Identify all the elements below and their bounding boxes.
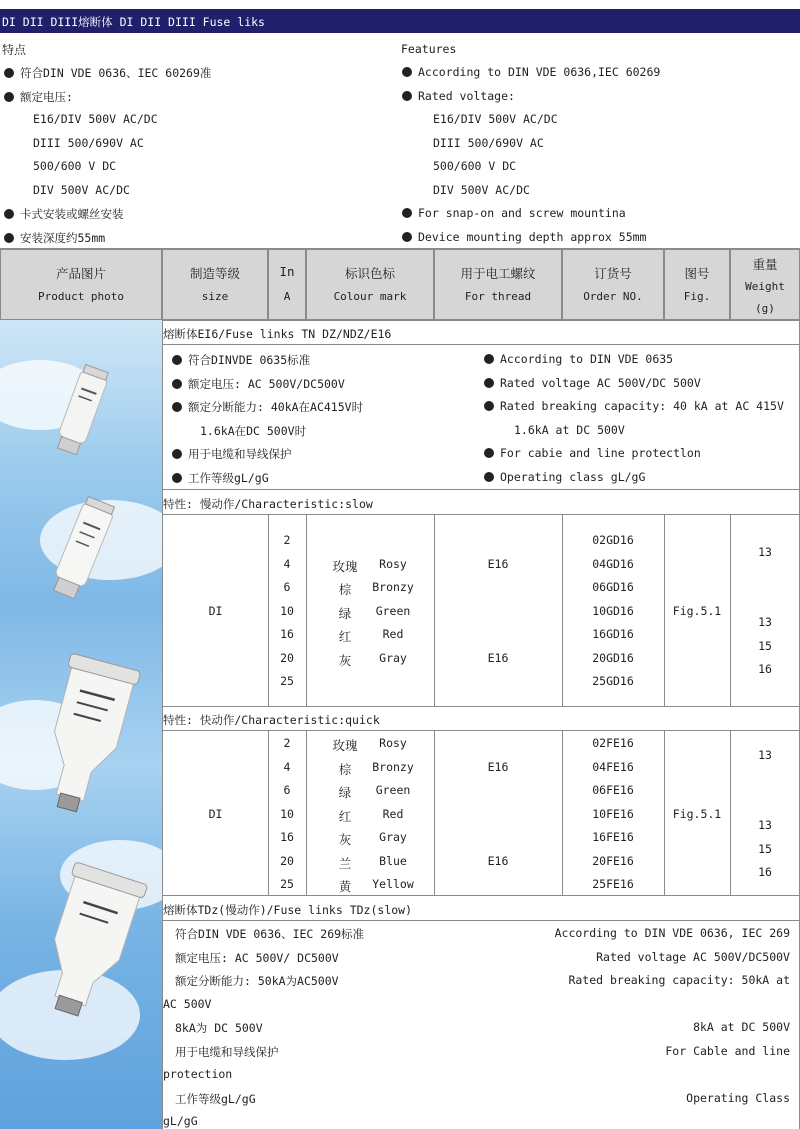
tdz-cn: 8kA为 DC 500V	[175, 1021, 263, 1035]
header-en: Colour mark	[333, 290, 407, 303]
e16-cn-item	[200, 423, 306, 439]
tdz-en: Rated breaking capacity: 50kA at	[568, 973, 790, 987]
tdz-en: Operating Class	[686, 1090, 790, 1105]
header-en: Weight	[745, 280, 785, 293]
feature-cn-item	[33, 112, 158, 126]
tdz-cn: protection	[163, 1067, 233, 1081]
header-cell	[162, 249, 268, 320]
bullet-icon	[484, 401, 494, 411]
feature-cn-item	[4, 230, 105, 246]
cell-colour-cn: 玫瑰	[332, 738, 358, 753]
cell-order: 10GD16	[592, 603, 634, 618]
e16-en-item	[484, 399, 784, 413]
e16-cn-item	[172, 376, 345, 392]
header-cell	[268, 249, 306, 320]
header-cn: 图号	[684, 266, 710, 281]
quick-size: DI	[208, 807, 223, 821]
tdz-en: Rated voltage AC 500V/DC500V	[596, 949, 790, 964]
cell-thread: E16	[487, 650, 509, 665]
bullet-icon	[402, 67, 412, 77]
tdz-cn: gL/gG	[163, 1114, 198, 1128]
tdz-en: For Cable and line	[665, 1043, 790, 1058]
cell-order: 25FE16	[592, 877, 634, 891]
title-bar	[0, 9, 800, 33]
cell-order: 25GD16	[592, 674, 634, 688]
bullet-icon	[484, 354, 494, 364]
feature-en-item-text: E16/DIV 500V AC/DC	[433, 112, 558, 126]
product-photo	[0, 320, 162, 1129]
header-en-unit: (g)	[755, 302, 775, 315]
cell-in: 4	[283, 759, 291, 774]
header-cell	[434, 249, 562, 320]
e16-en-item-text: Rated voltage AC 500V/DC 500V	[500, 375, 701, 390]
e16-en-item-text: For cabie and line protectlon	[500, 446, 701, 460]
header-en: Order NO.	[583, 290, 643, 303]
cell-weight: 13	[758, 615, 772, 629]
header-en: For thread	[464, 290, 532, 303]
cell-colour-en: Bronzy	[372, 759, 414, 774]
bullet-icon	[484, 378, 494, 388]
cell-order: 02FE16	[592, 736, 634, 750]
e16-cn-item	[172, 352, 310, 368]
cell-in: 25	[280, 877, 294, 891]
feature-cn-item	[33, 159, 116, 173]
bullet-icon	[402, 208, 412, 218]
tdz-en: 8kA at DC 500V	[693, 1020, 790, 1034]
e16-en-item	[484, 352, 673, 366]
slow-label: 特性: 慢动作/Characteristic:slow	[163, 497, 373, 511]
cell-weight: 13	[758, 818, 772, 832]
feature-en-item-text: Rated voltage:	[418, 88, 515, 103]
cell-weight: 13	[758, 545, 772, 559]
feature-cn-item-text: E16/DIV 500V AC/DC	[33, 112, 158, 126]
cell-order: 02GD16	[592, 533, 634, 547]
bullet-icon	[484, 472, 494, 482]
feature-en-item	[402, 65, 660, 79]
tdz-cn: 工作等级gL/gG	[175, 1091, 256, 1106]
feature-en-item	[402, 206, 626, 220]
cell-order: 16GD16	[592, 627, 634, 641]
e16-cn-item-text: 符合DINVDE 0635标准	[188, 353, 311, 367]
features-en-heading: Features	[401, 42, 457, 56]
slow-fig: Fig.5.1	[672, 604, 722, 618]
cell-colour-en: Red	[382, 627, 404, 641]
bullet-icon	[4, 92, 14, 102]
feature-en-item	[433, 112, 558, 126]
header-en: A	[283, 290, 291, 303]
cell-colour-en: Gray	[379, 650, 407, 665]
e16-cn-item	[172, 470, 269, 486]
cell-colour-en: Green	[375, 783, 411, 797]
feature-en-item	[433, 183, 530, 197]
tdz-title: 熔断体TDz(慢动作)/Fuse links TDz(slow)	[163, 903, 413, 917]
tdz-en: According to DIN VDE 0636, IEC 269	[554, 926, 790, 940]
e16-en-item-text: 1.6kA at DC 500V	[514, 422, 625, 437]
feature-cn-item	[4, 89, 73, 105]
header-cn: 标识色标	[344, 266, 395, 281]
cell-colour-cn: 灰	[338, 832, 352, 847]
cell-order: 16FE16	[592, 830, 634, 844]
feature-cn-item-text: DIII 500/690V AC	[33, 135, 144, 150]
cell-in: 2	[283, 533, 291, 547]
cell-colour-en: Gray	[379, 830, 407, 844]
cell-colour-en: Rosy	[379, 556, 407, 571]
cell-order: 06GD16	[592, 580, 634, 594]
e16-cn-item-text: 用于电缆和导线保护	[188, 447, 292, 461]
bullet-icon	[4, 209, 14, 219]
feature-en-item-text: 500/600 V DC	[433, 159, 517, 173]
feature-cn-item-text: DIV 500V AC/DC	[33, 182, 130, 197]
feature-cn-item	[4, 65, 211, 81]
cell-thread: E16	[487, 853, 509, 868]
e16-cn-item	[172, 399, 363, 415]
tdz-cn: 符合DIN VDE 0636、IEC 269标准	[175, 927, 365, 941]
cell-order: 04FE16	[592, 759, 634, 774]
cell-colour-en: Red	[382, 806, 404, 821]
cell-colour-cn: 绿	[338, 785, 352, 800]
bullet-icon	[172, 355, 182, 365]
cell-in: 2	[283, 736, 291, 750]
header-cn: 订货号	[594, 266, 632, 281]
cell-in: 6	[283, 580, 291, 594]
cell-colour-en: Yellow	[372, 877, 414, 891]
feature-cn-item-text: 安装深度约55mm	[20, 230, 106, 245]
e16-title: 熔断体EI6/Fuse links TN DZ/NDZ/E16	[163, 327, 392, 341]
cell-order: 06FE16	[592, 783, 634, 797]
cell-order: 20FE16	[592, 853, 634, 868]
fuse-image-2	[49, 496, 116, 601]
feature-cn-item-text: 额定电压:	[20, 89, 73, 104]
header-cell	[0, 249, 162, 320]
feature-cn-item-text: 符合DIN VDE 0636、IEC 60269准	[20, 66, 212, 80]
cell-colour-cn: 红	[338, 629, 352, 644]
features-cn-heading: 特点	[2, 43, 27, 57]
bullet-icon	[172, 402, 182, 412]
cell-in: 16	[280, 627, 294, 641]
feature-en-item	[402, 230, 646, 244]
cell-in: 4	[283, 556, 291, 571]
feature-en-item-text: According to DIN VDE 0636,IEC 60269	[418, 65, 661, 79]
e16-cn-item	[172, 446, 292, 462]
header-cell	[306, 249, 434, 320]
page-title: DI DII DIII熔断体 DI DII DIII Fuse liks	[2, 15, 265, 29]
cell-colour-cn: 棕	[338, 582, 352, 597]
header-cn: 产品图片	[55, 266, 106, 281]
cell-weight: 16	[758, 865, 772, 879]
cell-colour-cn: 灰	[338, 652, 352, 668]
header-en: Fig.	[683, 290, 711, 303]
e16-en-item-text: Operating class gL/gG	[500, 469, 646, 484]
bullet-icon	[4, 233, 14, 243]
bullet-icon	[172, 379, 182, 389]
cell-colour-en: Blue	[379, 853, 407, 868]
cell-in: 20	[280, 853, 294, 868]
e16-en-item-text: According to DIN VDE 0635	[500, 352, 674, 366]
feature-en-item-text: Device mounting depth approx 55mm	[418, 229, 647, 244]
cell-in: 20	[280, 650, 294, 665]
bullet-icon	[172, 449, 182, 459]
cell-colour-cn: 棕	[338, 761, 352, 777]
feature-en-item-text: DIV 500V AC/DC	[433, 182, 530, 197]
feature-en-item-text: For snap-on and screw mountina	[418, 206, 626, 220]
quick-label: 特性: 快动作/Characteristic:quick	[163, 713, 380, 727]
header-cell	[730, 249, 800, 320]
feature-cn-item	[33, 136, 144, 150]
cell-in: 16	[280, 830, 294, 844]
e16-cn-item-text: 1.6kA在DC 500V时	[200, 423, 307, 438]
slow-size: DI	[208, 604, 223, 618]
e16-en-item-text: Rated breaking capacity: 40 kA at AC 415V	[500, 399, 784, 413]
header-en: size	[201, 290, 229, 303]
e16-cn-item-text: 工作等级gL/gG	[188, 470, 269, 485]
header-cell	[562, 249, 664, 320]
header-en: Product photo	[37, 290, 125, 303]
cell-colour-cn: 玫瑰	[332, 558, 358, 574]
e16-en-item	[484, 376, 701, 390]
e16-en-item	[484, 446, 701, 460]
feature-en-item	[402, 89, 515, 103]
cell-colour-cn: 红	[338, 808, 352, 824]
cell-colour-en: Rosy	[379, 736, 407, 750]
feature-cn-item	[4, 206, 124, 222]
tdz-cn: AC 500V	[163, 996, 212, 1011]
bullet-icon	[402, 91, 412, 101]
feature-cn-item-text: 卡式安装或螺丝安装	[20, 207, 124, 221]
e16-cn-item-text: 额定电压: AC 500V/DC500V	[188, 376, 345, 391]
header-cn: 重量	[752, 257, 778, 272]
feature-cn-item-text: 500/600 V DC	[33, 159, 117, 173]
cell-colour-en: Bronzy	[372, 580, 414, 594]
e16-en-item	[484, 470, 645, 484]
tdz-cn: 用于电缆和导线保护	[175, 1044, 279, 1059]
quick-fig: Fig.5.1	[672, 807, 722, 821]
cell-weight: 16	[758, 662, 772, 676]
fuse-image-4	[30, 862, 147, 1024]
bullet-icon	[4, 68, 14, 78]
e16-cn-item-text: 额定分断能力: 40kA在AC415V时	[188, 400, 364, 414]
fuse-image-3	[32, 653, 141, 818]
cell-in: 25	[280, 674, 294, 688]
e16-en-item	[514, 423, 625, 437]
tdz-cn: 额定电压: AC 500V/ DC500V	[175, 950, 339, 965]
header-cn: 制造等级	[189, 266, 240, 281]
cell-colour-cn: 兰	[338, 855, 352, 871]
tdz-cn: 额定分断能力: 50kA为AC500V	[175, 974, 339, 988]
cell-in: 10	[280, 603, 294, 618]
cell-thread: E16	[487, 759, 509, 774]
feature-en-item-text: DIII 500/690V AC	[433, 135, 544, 150]
cell-order: 20GD16	[592, 650, 634, 665]
feature-cn-item	[33, 183, 130, 197]
feature-en-item	[433, 136, 544, 150]
feature-en-item	[433, 159, 516, 173]
cell-weight: 13	[758, 748, 772, 762]
cell-in: 10	[280, 806, 294, 821]
cell-colour-cn: 黄	[338, 879, 352, 894]
bullet-icon	[172, 473, 182, 483]
header-cell	[664, 249, 730, 320]
fuse-image-1	[54, 364, 110, 456]
cell-colour-cn: 绿	[338, 605, 352, 621]
cell-order: 10FE16	[592, 806, 634, 821]
header-cn: In	[279, 264, 295, 279]
header-cn: 用于电工螺纹	[460, 266, 536, 281]
cell-thread: E16	[487, 556, 509, 571]
bullet-icon	[484, 448, 494, 458]
cell-in: 6	[283, 783, 291, 797]
cell-order: 04GD16	[592, 556, 634, 571]
cell-colour-en: Green	[375, 603, 411, 618]
cell-weight: 15	[758, 842, 772, 856]
bullet-icon	[402, 232, 412, 242]
cell-weight: 15	[758, 639, 772, 653]
